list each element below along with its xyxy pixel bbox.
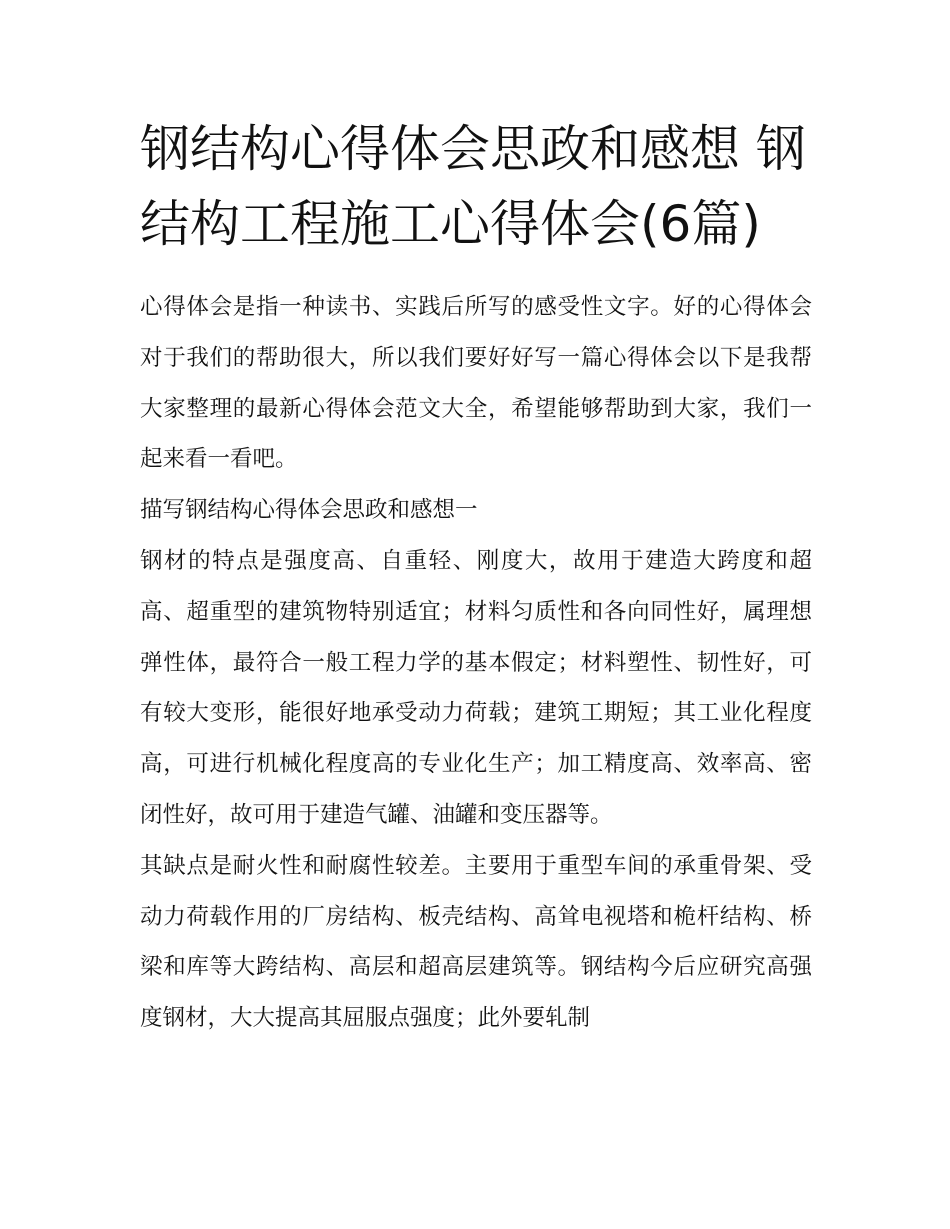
body-paragraph: 钢材的特点是强度高、自重轻、刚度大，故用于建造大跨度和超高、超重型的建筑物特别适宜；材料匀质性和各向同性好，属理想弹性体，最符合一般工程力学的基本假定；材料塑性、韧性好，可有较大变形，能很好地承受动力荷载；建筑工期短；其工业化程度高，可进行机械化程度高的专业化生产；加工精度高、效率高、密闭性好，故可用于建造气罐、油罐和变压器等。: [140, 547, 812, 828]
body-paragraph: 其缺点是耐火性和耐腐性较差。主要用于重型车间的承重骨架、受动力荷载作用的厂房结构、板壳结构、高耸电视塔和桅杆结构、桥梁和库等大跨结构、高层和超高层建筑等。钢结构今后应研究高强度钢材，大大提高其屈服点强度；此外要轧制: [140, 852, 812, 1032]
document-body: [140, 282, 812, 1044]
document-page: [140, 112, 812, 1044]
document-title: 钢结构心得体会思政和感想 钢结构工程施工心得体会(6篇): [140, 120, 806, 253]
intro-paragraph: 心得体会是指一种读书、实践后所写的感受性文字。好的心得体会对于我们的帮助很大，所以我们要好好写一篇心得体会以下是我帮大家整理的最新心得体会范文大全，希望能够帮助到大家，我们一起来看一看吧。: [140, 294, 812, 473]
section-heading: 描写钢结构心得体会思政和感想一: [140, 497, 478, 524]
